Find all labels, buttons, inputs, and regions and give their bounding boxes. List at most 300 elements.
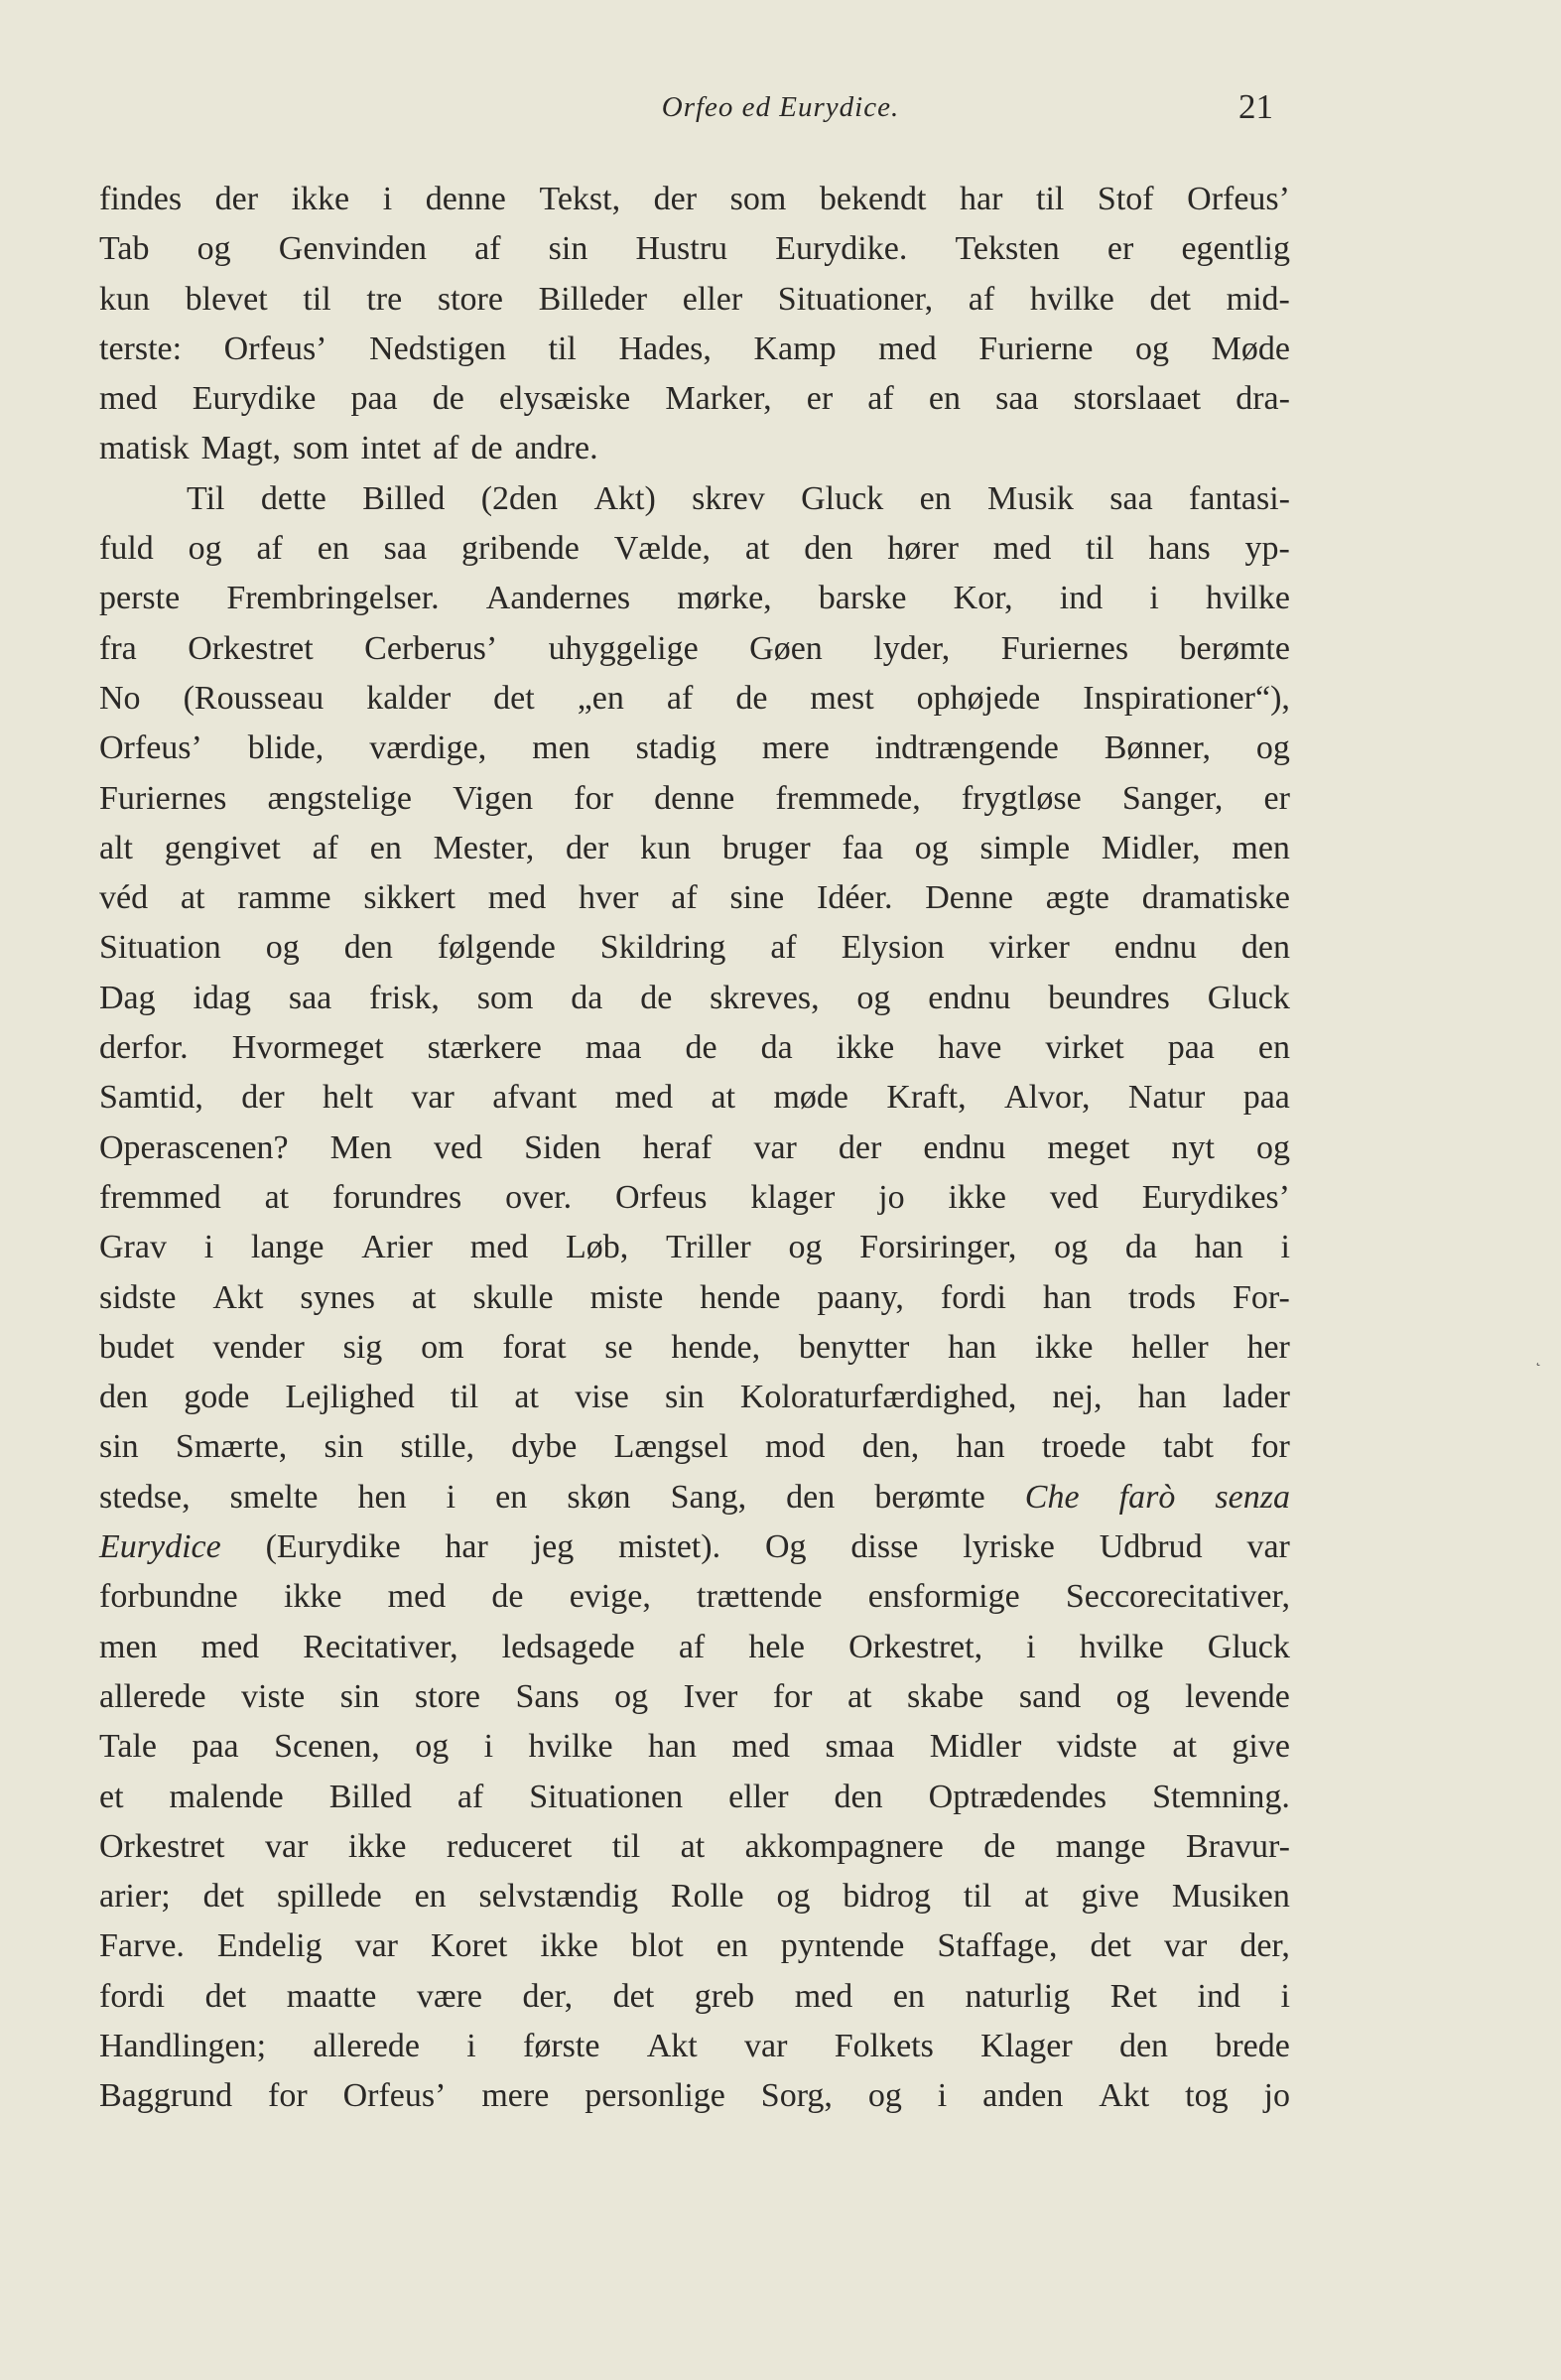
- word: ind: [1197, 1977, 1240, 2015]
- word: fuld: [99, 530, 154, 568]
- word: af: [678, 1628, 706, 1665]
- word: nyt: [1171, 1128, 1215, 1166]
- word: med: [200, 1628, 260, 1665]
- word: viste: [241, 1677, 306, 1715]
- word: anden: [982, 2077, 1064, 2115]
- word: den: [99, 1379, 149, 1416]
- word: virket: [1045, 1029, 1124, 1067]
- word: sidste: [99, 1278, 177, 1316]
- word: uhyggelige: [548, 629, 699, 667]
- word: for: [268, 2077, 308, 2115]
- word: Alvor,: [1004, 1079, 1091, 1117]
- word: der: [214, 181, 259, 217]
- word: storslaaet: [1073, 380, 1202, 418]
- word: Kamp: [753, 330, 837, 367]
- word: han: [1137, 1379, 1187, 1416]
- running-head: [0, 87, 1561, 131]
- word: Dag: [99, 979, 156, 1016]
- word: forat: [502, 1328, 567, 1366]
- word: af: [671, 879, 698, 917]
- word: Orfeus’: [1187, 181, 1290, 217]
- word: en: [369, 829, 402, 866]
- word: se: [604, 1328, 633, 1366]
- word: saa: [288, 979, 332, 1016]
- word: af: [968, 280, 995, 318]
- word: blide,: [247, 729, 325, 767]
- text-line: [99, 624, 1290, 674]
- word: ikke: [283, 1578, 342, 1616]
- word: en: [928, 380, 961, 418]
- word: med: [487, 879, 547, 917]
- word: berømte: [874, 1478, 985, 1516]
- word: Men: [329, 1128, 392, 1166]
- word: Gluck: [1207, 979, 1290, 1016]
- text-line: [99, 1921, 1290, 1971]
- word: Elysion: [841, 929, 945, 967]
- word: selvstændig: [478, 1878, 639, 1916]
- word: Teksten: [955, 230, 1060, 268]
- word: med: [99, 380, 158, 418]
- word: Orkestret: [99, 1827, 225, 1865]
- word: paany,: [817, 1278, 904, 1316]
- word: fordi: [940, 1278, 1006, 1316]
- word: ægte: [1045, 879, 1109, 917]
- word: naturlig: [965, 1977, 1071, 2015]
- word: af: [867, 380, 894, 418]
- word: af: [312, 829, 339, 866]
- word: Magt,: [200, 430, 281, 467]
- word: til: [548, 330, 577, 367]
- word: tog: [1185, 2077, 1229, 2115]
- text-line: [99, 325, 1290, 374]
- word: blevet: [185, 280, 268, 318]
- word: Stemning.: [1152, 1778, 1290, 1815]
- word: en: [715, 1927, 748, 1965]
- word: i: [1280, 1229, 1290, 1266]
- word: var: [1163, 1927, 1208, 1965]
- word: mange: [1055, 1827, 1146, 1865]
- word: Møde: [1211, 330, 1290, 367]
- text-line: [99, 175, 1290, 224]
- word: og: [788, 1229, 823, 1266]
- word: Mester,: [433, 829, 535, 866]
- word: Tab: [99, 230, 150, 268]
- word: virker: [988, 929, 1070, 967]
- word: budet: [99, 1328, 175, 1366]
- word: Sorg,: [760, 2077, 833, 2115]
- word: indtrængende: [874, 729, 1059, 767]
- word: sand: [1018, 1677, 1082, 1715]
- word: gribende: [460, 530, 580, 568]
- word: hører: [887, 530, 959, 568]
- word: give: [1232, 1728, 1290, 1766]
- word: Che: [1024, 1478, 1080, 1516]
- word: følgende: [437, 929, 556, 967]
- word: med: [469, 1229, 529, 1266]
- word: at: [180, 879, 205, 917]
- word: og: [1255, 729, 1290, 767]
- word: og: [1255, 1128, 1290, 1166]
- word: Marker,: [665, 380, 772, 418]
- word: allerede: [99, 1677, 206, 1715]
- word: sig: [342, 1328, 383, 1366]
- text-line: [99, 1572, 1290, 1622]
- word: Tekst,: [539, 181, 621, 217]
- word: Optrædendes: [928, 1778, 1107, 1815]
- word: farò: [1118, 1478, 1176, 1516]
- text-line: [99, 574, 1290, 623]
- word: og: [1054, 1229, 1089, 1266]
- word: de: [640, 979, 673, 1016]
- word: og: [914, 829, 949, 866]
- word: hvilke: [1205, 580, 1290, 617]
- word: Arier: [361, 1229, 434, 1266]
- word: Akt): [593, 479, 656, 517]
- word: Samtid,: [99, 1079, 203, 1117]
- word: til: [303, 280, 331, 318]
- word: der,: [522, 1977, 574, 2015]
- word: Billed: [328, 1778, 412, 1815]
- word: mere: [481, 2077, 550, 2115]
- word: trættende: [697, 1578, 823, 1616]
- word: synes: [300, 1278, 375, 1316]
- text-line: [99, 1273, 1290, 1323]
- word: pyntende: [780, 1927, 905, 1965]
- word: skulle: [472, 1278, 554, 1316]
- word: Musiken: [1171, 1878, 1290, 1916]
- word: han: [647, 1728, 698, 1766]
- word: gode: [184, 1379, 250, 1416]
- word: Inspirationer“),: [1083, 679, 1290, 717]
- word: ved: [1049, 1178, 1099, 1216]
- text-line: [99, 2022, 1290, 2071]
- word: beundres: [1048, 979, 1170, 1016]
- word: ledsagede: [501, 1628, 635, 1665]
- word: Og: [764, 1528, 807, 1566]
- text-line: [99, 474, 1290, 524]
- word: Tale: [99, 1728, 158, 1766]
- word: og: [1115, 1677, 1150, 1715]
- word: intet: [360, 430, 422, 467]
- word: dramatiske: [1141, 879, 1290, 917]
- word: i: [446, 1478, 456, 1516]
- word: benytter: [798, 1328, 910, 1366]
- word: at: [1172, 1728, 1197, 1766]
- word: det: [612, 1977, 655, 2015]
- word: Kor,: [953, 580, 1013, 617]
- word: hvilke: [528, 1728, 613, 1766]
- word: skreves,: [710, 979, 820, 1016]
- word: den: [1118, 2027, 1169, 2064]
- word: klager: [750, 1178, 836, 1216]
- text-line: [99, 224, 1290, 274]
- word: Eurydice: [99, 1528, 221, 1566]
- word: sin: [339, 1677, 380, 1715]
- word: idag: [193, 979, 252, 1016]
- word: og: [867, 2077, 902, 2115]
- word: egentlig: [1181, 230, 1290, 268]
- text-line: [99, 2071, 1290, 2121]
- word: matisk: [99, 430, 190, 467]
- word: dette: [260, 479, 326, 517]
- word: var: [744, 2027, 788, 2064]
- word: maatte: [286, 1977, 377, 2015]
- body-text: [99, 175, 1290, 2122]
- word: det: [1149, 280, 1192, 318]
- word: Klager: [980, 2027, 1073, 2064]
- word: Iver: [683, 1677, 738, 1715]
- word: af: [433, 430, 459, 467]
- word: en: [414, 1878, 447, 1916]
- word: Eurydikes’: [1141, 1178, 1290, 1216]
- word: den: [1240, 929, 1290, 967]
- word: Skildring: [599, 929, 726, 967]
- word: i: [483, 1728, 494, 1766]
- word: fremmed: [99, 1178, 221, 1216]
- word: lyder,: [873, 629, 951, 667]
- word: ramme: [237, 879, 331, 917]
- word: har: [445, 1528, 488, 1566]
- word: der: [653, 181, 698, 217]
- word: det: [204, 1977, 247, 2015]
- word: for: [574, 779, 613, 817]
- word: er: [1106, 230, 1134, 268]
- word: Akt: [212, 1278, 264, 1316]
- word: Hades,: [618, 330, 712, 367]
- word: Eurydike: [192, 380, 317, 418]
- word: yp-: [1244, 530, 1290, 568]
- word: de: [735, 679, 768, 717]
- word: Baggrund: [99, 2077, 233, 2115]
- running-title: Orfeo ed Eurydice.: [661, 91, 900, 123]
- word: endnu: [928, 979, 1011, 1016]
- word: akkompagnere: [744, 1827, 944, 1865]
- word: sine: [729, 879, 785, 917]
- word: var: [1246, 1528, 1290, 1566]
- word: Vælde,: [613, 530, 712, 568]
- word: da: [571, 979, 603, 1016]
- word: her: [1246, 1328, 1290, 1366]
- word: ikke: [540, 1927, 598, 1965]
- word: som: [292, 430, 349, 467]
- word: give: [1081, 1878, 1140, 1916]
- word: Musik: [987, 479, 1074, 517]
- word: No: [99, 679, 141, 717]
- text-line: [99, 974, 1290, 1023]
- word: blot: [630, 1927, 684, 1965]
- word: simple: [979, 829, 1071, 866]
- word: Midler,: [1101, 829, 1201, 866]
- word: over.: [505, 1178, 573, 1216]
- word: de: [491, 1578, 524, 1616]
- word: en: [317, 530, 349, 568]
- word: malende: [169, 1778, 284, 1815]
- word: skabe: [906, 1677, 984, 1715]
- word: de: [470, 430, 503, 467]
- word: var: [753, 1128, 797, 1166]
- text-line: [99, 923, 1290, 973]
- word: Midler: [929, 1728, 1022, 1766]
- word: mistet).: [618, 1528, 721, 1566]
- word: det: [493, 679, 535, 717]
- word: Stof: [1097, 181, 1154, 217]
- word: bidrog: [843, 1878, 932, 1916]
- word: (Eurydike: [265, 1528, 401, 1566]
- word: Cerberus’: [364, 629, 498, 667]
- word: fantasi-: [1189, 479, 1290, 517]
- word: Orfeus’: [223, 330, 327, 367]
- word: elysæiske: [499, 380, 631, 418]
- word: det: [1090, 1927, 1132, 1965]
- word: Akt: [646, 2027, 698, 2064]
- word: og: [614, 1677, 649, 1715]
- word: Nedstigen: [369, 330, 506, 367]
- word: og: [196, 230, 231, 268]
- word: andre.: [514, 430, 598, 467]
- word: bruger: [721, 829, 811, 866]
- word: at: [1024, 1878, 1049, 1916]
- word: den: [786, 1478, 836, 1516]
- word: for: [1250, 1428, 1290, 1466]
- word: Akt: [1099, 2077, 1150, 2115]
- word: Folkets: [834, 2027, 934, 2064]
- word: et: [99, 1778, 124, 1815]
- word: i: [203, 1229, 214, 1266]
- word: var: [411, 1079, 455, 1117]
- word: hende: [700, 1278, 781, 1316]
- word: Situationen: [529, 1778, 684, 1815]
- word: Staffage,: [937, 1927, 1058, 1965]
- word: paa: [192, 1728, 239, 1766]
- word: med: [387, 1578, 447, 1616]
- word: allerede: [313, 2027, 420, 2064]
- word: saa: [383, 530, 428, 568]
- text-line: [99, 724, 1290, 773]
- word: Frembringelser.: [226, 580, 440, 617]
- word: fordi: [99, 1977, 166, 2015]
- word: det: [202, 1878, 245, 1916]
- word: sin: [324, 1428, 364, 1466]
- word: greb: [694, 1977, 755, 2015]
- word: de: [983, 1827, 1016, 1865]
- word: at: [744, 530, 770, 568]
- word: at: [264, 1178, 290, 1216]
- text-line: [99, 1373, 1290, 1422]
- word: Grav: [99, 1229, 167, 1266]
- word: i: [382, 181, 393, 217]
- word: af: [666, 679, 694, 717]
- word: med: [992, 530, 1052, 568]
- word: heller: [1131, 1328, 1209, 1366]
- word: ikke: [836, 1029, 895, 1067]
- word: af: [474, 230, 501, 268]
- word: vise: [575, 1379, 629, 1416]
- word: Gluck: [801, 479, 884, 517]
- text-line: [99, 275, 1290, 325]
- word: er: [806, 380, 834, 418]
- word: sin: [99, 1428, 139, 1466]
- text-line: [99, 1972, 1290, 2022]
- word: han: [948, 1328, 997, 1366]
- word: og: [415, 1728, 450, 1766]
- word: fremmede,: [775, 779, 921, 817]
- word: lange: [250, 1229, 325, 1266]
- text-line: [99, 674, 1290, 724]
- word: Situation: [99, 929, 221, 967]
- word: levende: [1185, 1677, 1290, 1715]
- word: i: [937, 2077, 948, 2115]
- word: findes: [99, 181, 183, 217]
- word: er: [1263, 779, 1290, 817]
- text-line: [99, 1124, 1290, 1173]
- word: og: [265, 929, 300, 967]
- word: denne: [654, 779, 735, 817]
- word: til: [1036, 181, 1065, 217]
- word: hver: [579, 879, 639, 917]
- word: terste:: [99, 330, 183, 367]
- word: med: [794, 1977, 853, 2015]
- word: Bravur-: [1185, 1827, 1290, 1865]
- word: Furierne: [978, 330, 1094, 367]
- word: i: [466, 2027, 476, 2064]
- word: til: [963, 1878, 992, 1916]
- word: af: [456, 1778, 484, 1815]
- word: vidste: [1056, 1728, 1137, 1766]
- text-line: [99, 1023, 1290, 1073]
- word: være: [416, 1977, 482, 2015]
- word: der: [565, 829, 609, 866]
- text-line: [99, 424, 1290, 473]
- word: jo: [878, 1178, 905, 1216]
- text-line: [99, 524, 1290, 574]
- word: alt: [99, 829, 133, 866]
- word: maa: [585, 1029, 642, 1067]
- word: Billeder: [538, 280, 648, 318]
- word: stadig: [635, 729, 716, 767]
- word: stærkere: [427, 1029, 542, 1067]
- word: forundres: [331, 1178, 462, 1216]
- word: ensformige: [867, 1578, 1020, 1616]
- word: frygtløse: [961, 779, 1082, 817]
- word: men: [99, 1628, 158, 1665]
- text-line: [99, 1073, 1290, 1123]
- word: paa: [1242, 1079, 1290, 1117]
- word: Hustru: [635, 230, 728, 268]
- word: ind: [1059, 580, 1104, 617]
- word: en: [892, 1977, 925, 2015]
- word: lyriske: [963, 1528, 1055, 1566]
- word: Recitativer,: [303, 1628, 458, 1665]
- word: lader: [1222, 1379, 1290, 1416]
- word: sikkert: [363, 879, 455, 917]
- word: Gøen: [749, 629, 823, 667]
- word: han: [1042, 1278, 1093, 1316]
- text-line: [99, 824, 1290, 873]
- word: faa: [842, 829, 883, 866]
- text-line: [99, 1672, 1290, 1722]
- word: disse: [850, 1528, 919, 1566]
- word: reduceret: [446, 1827, 573, 1865]
- word: til: [611, 1827, 641, 1865]
- word: men: [532, 729, 590, 767]
- word: bekendt: [819, 181, 927, 217]
- word: eller: [682, 280, 743, 318]
- word: Aandernes: [485, 580, 631, 617]
- word: Seccorecitativer,: [1065, 1578, 1290, 1616]
- word: med: [731, 1728, 791, 1766]
- word: den: [343, 929, 393, 967]
- word: Længsel: [613, 1428, 728, 1466]
